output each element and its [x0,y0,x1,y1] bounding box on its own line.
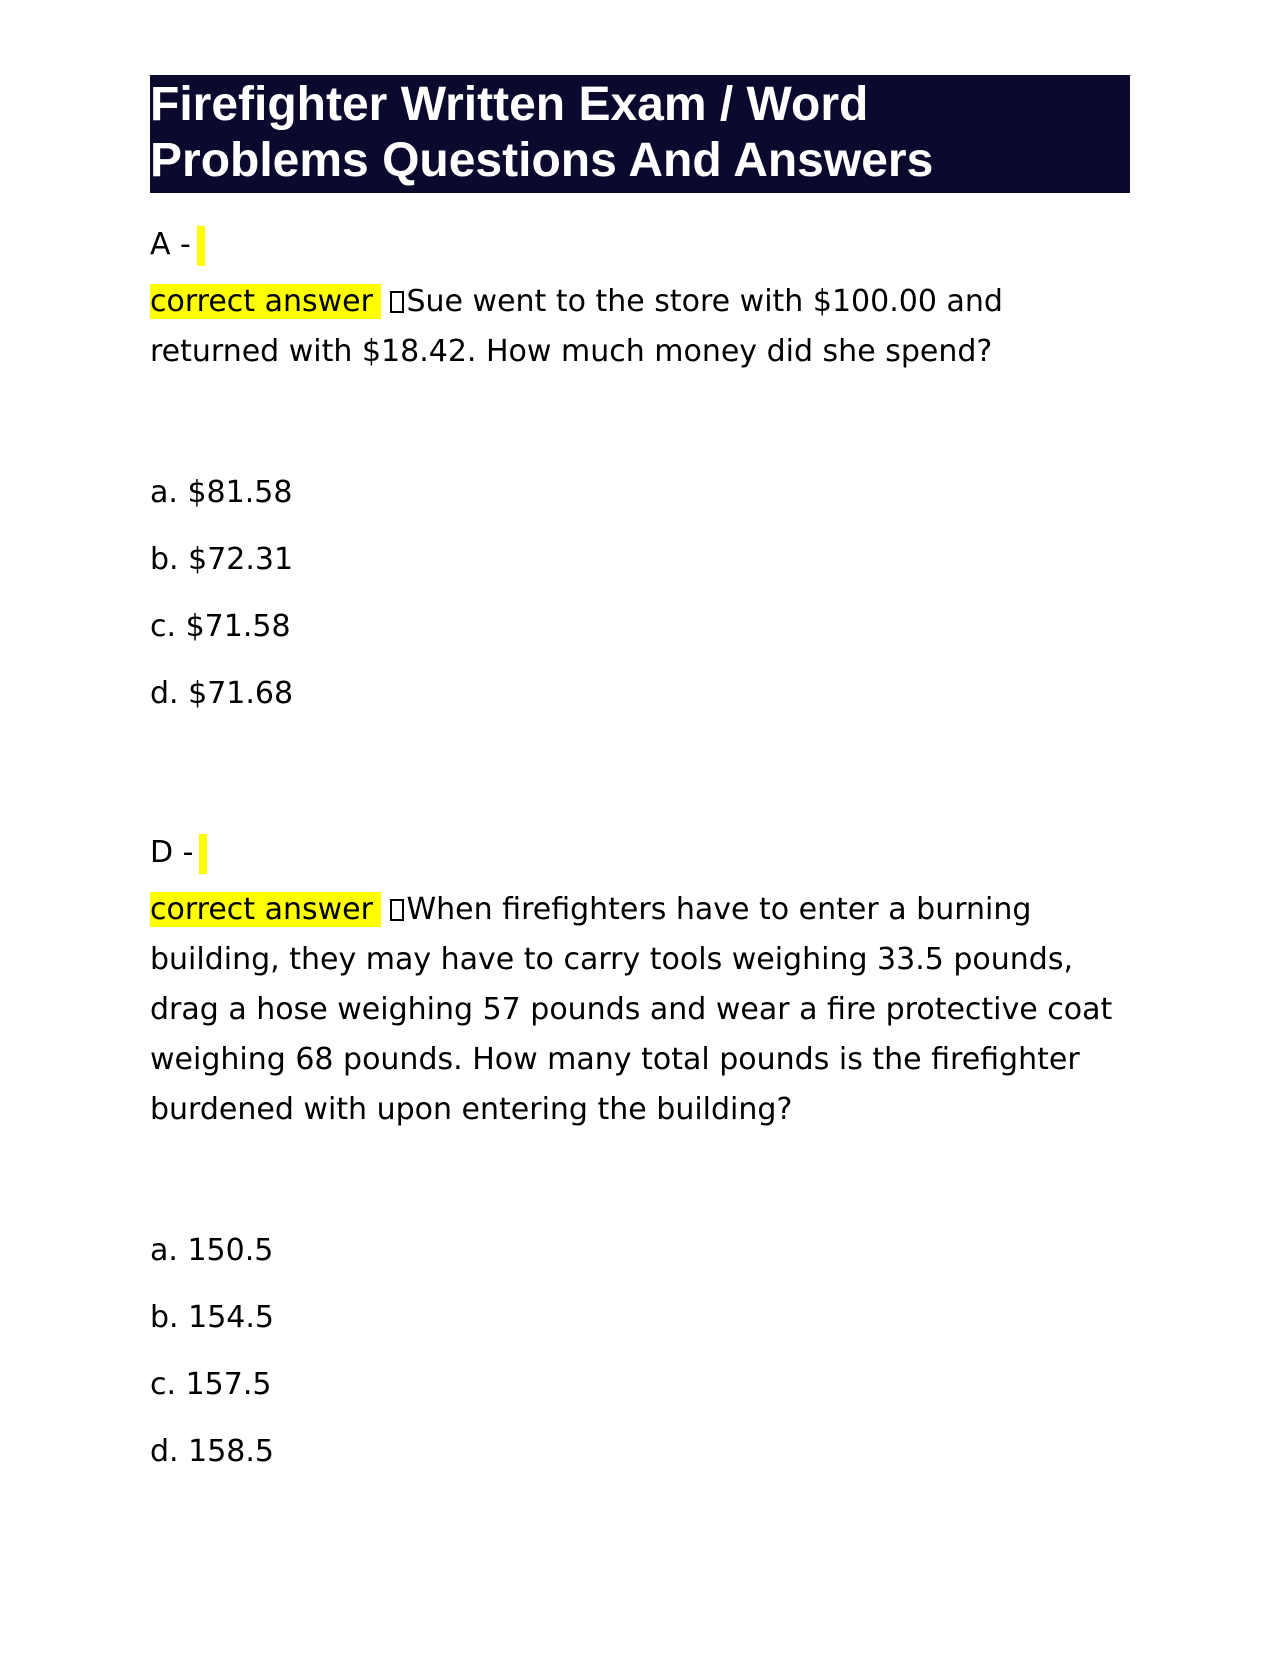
answer-letter: D - [150,835,194,870]
question-text: Sue went to the store with $100.00 and returned with $18.42. How much money did she spend? [150,284,1003,369]
question-text-block [150,885,1130,1135]
title-line-2: Problems Questions And Answers [150,134,934,187]
question-text-block [150,277,1130,377]
title-line-1: Firefighter Written Exam / Word [150,78,869,131]
option-item: a. $81.58 [150,475,293,510]
missing-glyph-icon [390,899,404,921]
highlight-mark [197,226,205,266]
option-item: c. 157.5 [150,1367,272,1402]
options-list [150,473,1130,741]
answer-line [150,225,1130,267]
correct-answer-label: correct answer [150,284,381,319]
option-item: d. $71.68 [150,676,294,711]
document-page [150,75,1130,1499]
page-title [150,75,1130,193]
question-block-1 [150,225,1130,741]
highlight-mark [199,834,207,874]
correct-answer-label: correct answer [150,892,381,927]
option-item: d. 158.5 [150,1434,274,1469]
answer-line [150,833,1130,875]
option-item: c. $71.58 [150,609,291,644]
option-item: a. 150.5 [150,1233,274,1268]
option-item: b. $72.31 [150,542,294,577]
question-text: When firefighters have to enter a burning building, they may have to carry tools weighing 33.5 pounds, drag a hose weighing 57 pounds and wear a fire protective coat weighing 68 pounds. How many total pounds is the firefighter burdened with upon entering the building? [150,892,1113,1127]
question-block-2 [150,833,1130,1499]
option-item: b. 154.5 [150,1300,274,1335]
answer-letter: A - [150,227,191,262]
options-list [150,1231,1130,1499]
missing-glyph-icon [390,291,404,313]
